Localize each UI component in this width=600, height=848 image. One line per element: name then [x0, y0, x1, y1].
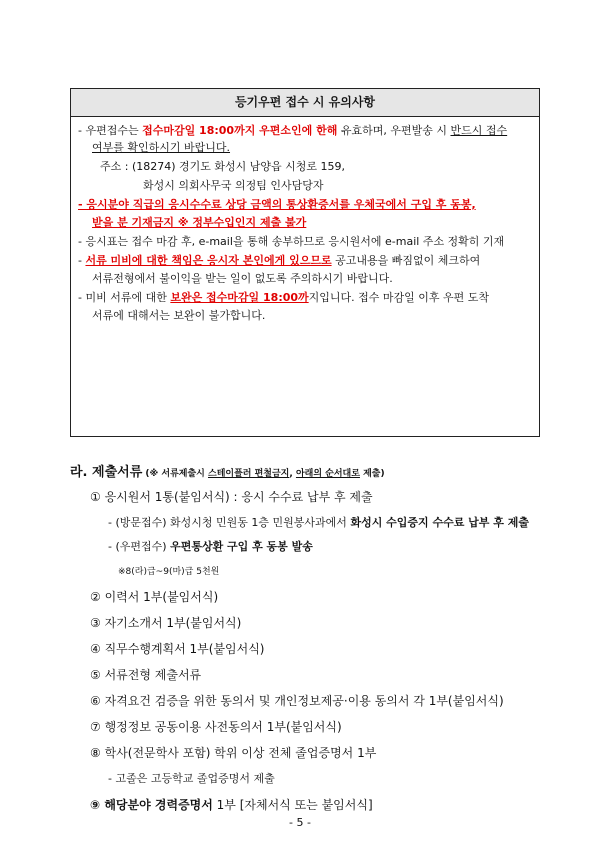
page-number: - 5 - — [289, 816, 311, 829]
item-8-highschool: - 고졸은 고등학교 졸업증명서 제출 — [108, 772, 275, 785]
item-degree-certificate: ⑧ 학사(전문학사 포함) 학위 이상 전체 졸업증명서 1부 — [90, 746, 377, 760]
item-application-form: ① 응시원서 1통(붙임서식) : 응시 수수료 납부 후 제출 — [90, 490, 373, 504]
item-1-fee-note: ※8(라)급~9(마)급 5천원 — [118, 567, 220, 577]
item-self-intro: ③ 자기소개서 1부(붙임서식) — [90, 616, 242, 630]
item-resume: ② 이력서 1부(붙임서식) — [90, 590, 219, 604]
notice-line-6: 받을 분 기재금지 ※ 정부수입인지 제출 불가 — [92, 216, 307, 229]
notice-line-5: - 응시분야 직급의 응시수수료 상당 금액의 통상환증서를 우체국에서 구입 후 동봉, — [78, 198, 476, 211]
item-consent-forms: ⑥ 자격요건 검증을 위한 동의서 및 개인정보제공·이용 동의서 각 1부(붙임서식) — [90, 694, 504, 708]
notice-recipient: 화성시 의회사무국 의정팀 인사담당자 — [143, 179, 324, 192]
item-career-certificate: ⑨ 해당분야 경력증명서 1부 [자체서식 또는 붙임서식] — [90, 798, 373, 812]
item-1-visit: - (방문접수) 화성시청 민원동 1층 민원봉사과에서 화성시 수입증지 수수료 납부 후 제출 — [108, 516, 529, 529]
item-1-post: - (우편접수) 우편통상환 구입 후 동봉 발송 — [108, 540, 313, 553]
notice-line-7: - 응시표는 접수 마감 후, e-mail을 통해 송부하므로 응시원서에 e-mail 주소 정확히 기재 — [78, 235, 505, 248]
notice-line-10: - 미비 서류에 대한 보완은 접수마감일 18:00까지입니다. 접수 마감일 이후 우편 도착 — [78, 291, 490, 304]
item-job-plan: ④ 직무수행계획서 1부(붙임서식) — [90, 642, 265, 656]
notice-title: 등기우편 접수 시 유의사항 — [71, 89, 539, 117]
notice-address: 주소 : (18274) 경기도 화성시 남양읍 시청로 159, — [100, 160, 346, 173]
notice-line-9: 서류전형에서 불이익을 받는 일이 없도록 주의하시기 바랍니다. — [92, 272, 393, 285]
notice-line-2: 여부를 확인하시기 바랍니다. — [92, 141, 231, 154]
notice-line-1: - 우편접수는 접수마감일 18:00까지 우편소인에 한해 유효하며, 우편발송 시 반드시 접수 — [78, 124, 508, 137]
item-admin-info-consent: ⑦ 행정정보 공동이용 사전동의서 1부(붙임서식) — [90, 720, 342, 734]
notice-line-8: - 서류 미비에 대한 책임은 응시자 본인에게 있으므로 공고내용을 빠짐없이 체크하여 — [78, 254, 481, 267]
section-heading: 라. 제출서류 (※ 서류제출시 스테이플러 편철금지, 아래의 순서대로 제출) — [70, 465, 385, 480]
item-screening-docs: ⑤ 서류전형 제출서류 — [90, 668, 202, 682]
notice-line-11: 서류에 대해서는 보완이 불가합니다. — [92, 309, 266, 322]
